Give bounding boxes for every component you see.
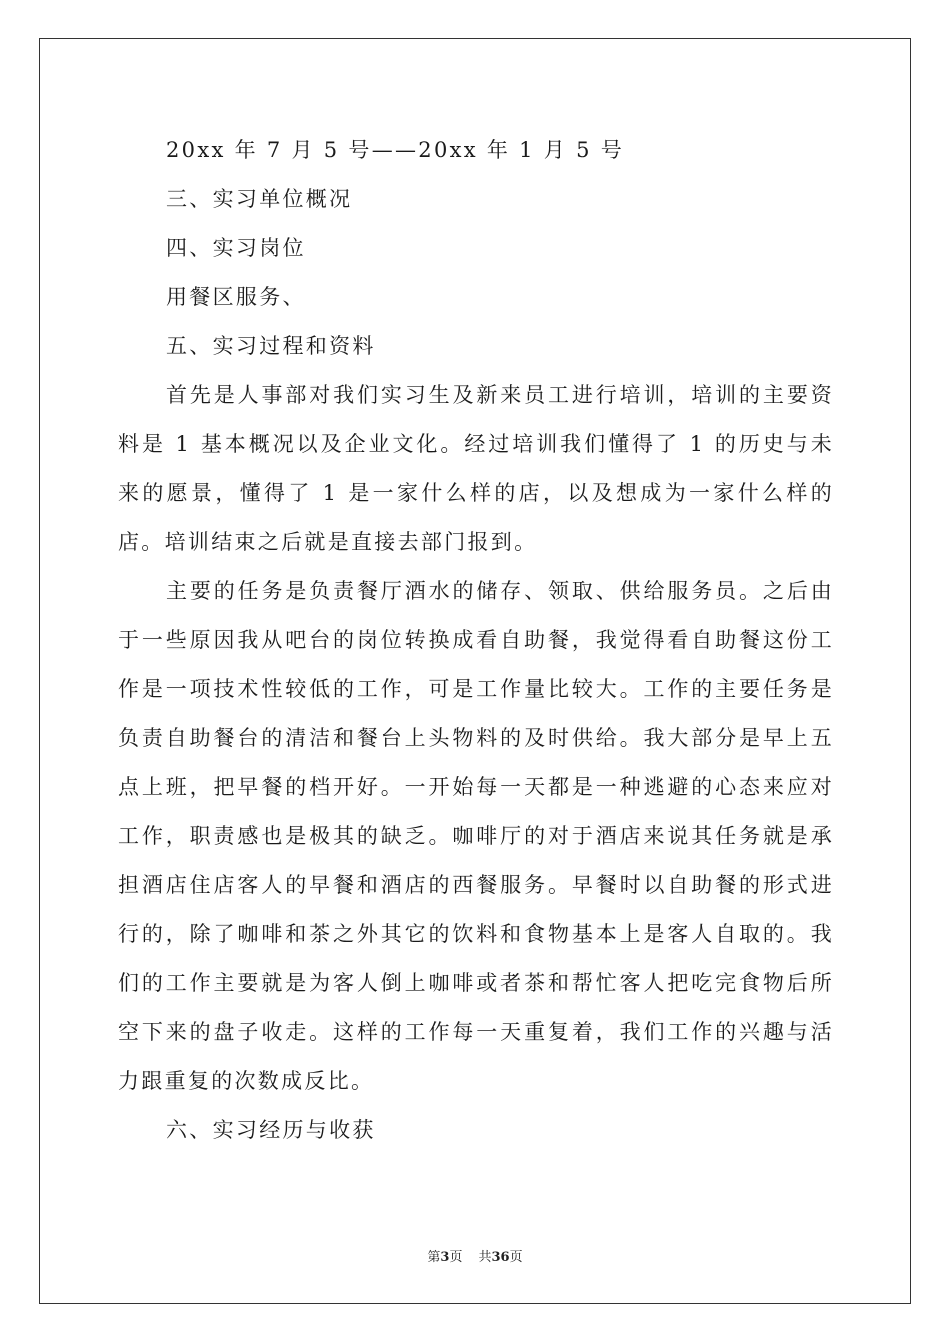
paragraph-tasks: 主要的任务是负责餐厅酒水的储存、领取、供给服务员。之后由于一些原因我从吧台的岗位转换成看自助餐，我觉得看自助餐这份工作是一项技术性较低的工作，可是工作量比较大。工作的主要任务是负责自助餐台的清洁和餐台上头物料的及时供给。我大部分是早上五点上班，把早餐的档开好。一开始每一天都是一种逃避的心态来应对工作，职责感也是极其的缺乏。咖啡厅的对于酒店来说其任务就是承担酒店住店客人的早餐和酒店的西餐服务。早餐时以自助餐的形式进行的，除了咖啡和茶之外其它的饮料和食物基本上是客人自取的。我们的工作主要就是为客人倒上咖啡或者茶和帮忙客人把吃完食物后所空下来的盘子收走。这样的工作每一天重复着，我们工作的兴趣与活力跟重复的次数成反比。: [118, 579, 834, 1093]
total-suffix: 页: [509, 1250, 523, 1265]
total-prefix: 共: [478, 1250, 492, 1265]
page-prefix: 第: [427, 1250, 441, 1265]
section-heading-experience: 六、实习经历与收获: [166, 1118, 376, 1142]
page-number: 3: [440, 1250, 450, 1265]
page-suffix: 页: [449, 1250, 463, 1265]
page-footer: [0, 1246, 950, 1265]
paragraph-training: 首先是人事部对我们实习生及新来员工进行培训，培训的主要资料是 1 基本概况以及企业文化。经过培训我们懂得了 1 的历史与未来的愿景，懂得了 1 是一家什么样的店，以及想成为一家什么样的店。培训结束之后就是直接去部门报到。: [118, 383, 834, 554]
section-heading-position: 四、实习岗位: [166, 236, 306, 260]
section-heading-process: 五、实习过程和资料: [166, 334, 376, 358]
document-body: [118, 126, 834, 1155]
total-pages: 36: [491, 1250, 510, 1265]
section-heading-unit-overview: 三、实习单位概况: [166, 187, 353, 211]
position-text: 用餐区服务、: [166, 285, 306, 309]
internship-period: 20xx 年 7 月 5 号——20xx 年 1 月 5 号: [166, 138, 625, 162]
